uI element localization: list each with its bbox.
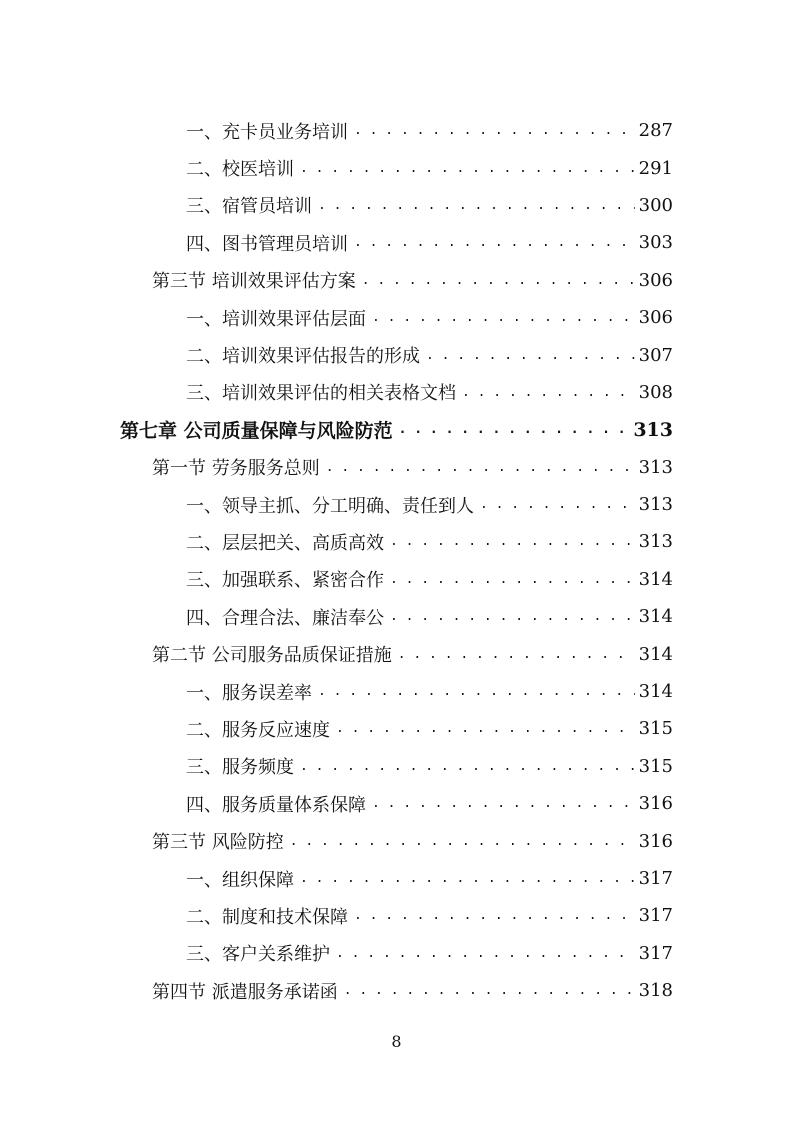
toc-entry-page: 303	[638, 232, 673, 254]
toc-entry-page: 287	[638, 120, 673, 142]
toc-entry-title: 一、培训效果评估层面	[186, 308, 366, 330]
toc-dot-leader	[462, 386, 635, 399]
toc-dot-leader	[398, 648, 635, 661]
toc-dot-leader	[354, 124, 635, 137]
toc-dot-leader	[372, 311, 635, 324]
toc-dot-leader	[300, 760, 635, 773]
toc-dot-leader	[300, 162, 635, 175]
toc-entry-title: 二、制度和技术保障	[186, 906, 348, 928]
toc-dot-leader	[390, 535, 635, 548]
toc-entry-page: 313	[638, 531, 673, 553]
toc-entry-page: 306	[638, 307, 673, 329]
toc-subsection-entry[interactable]	[0, 561, 793, 598]
toc-entry-title: 第三节 培训效果评估方案	[152, 271, 356, 293]
toc-dot-leader	[399, 423, 630, 436]
toc-subsection-entry[interactable]	[0, 785, 793, 822]
toc-subsection-entry[interactable]	[0, 598, 793, 635]
toc-dot-leader	[354, 909, 635, 922]
toc-entry-page: 291	[638, 157, 673, 179]
toc-entry-page: 317	[638, 868, 673, 889]
toc-entry-title: 一、领导主抓、分工明确、责任到人	[186, 495, 474, 517]
page-number: 8	[391, 1032, 402, 1051]
toc-entry-title: 四、合理合法、廉洁奉公	[186, 607, 384, 629]
toc-entry-page: 314	[638, 643, 673, 665]
toc-dot-leader	[318, 685, 635, 698]
toc-entry-title: 三、加强联系、紧密合作	[186, 570, 384, 592]
toc-dot-leader	[336, 722, 635, 735]
toc-entry-title: 三、宿管员培训	[186, 196, 312, 218]
toc-entry-title: 第二节 公司服务品质保证措施	[152, 645, 392, 667]
toc-entry-title: 二、培训效果评估报告的形成	[186, 346, 420, 368]
toc-entry-page: 307	[638, 344, 673, 366]
toc-dot-leader	[300, 872, 635, 885]
toc-entry-page: 315	[638, 755, 673, 777]
toc-dot-leader	[326, 461, 635, 474]
toc-section-entry[interactable]	[0, 262, 793, 299]
toc-entry-page: 314	[638, 681, 673, 703]
toc-chapter-entry[interactable]	[0, 411, 793, 448]
toc-dot-leader	[390, 610, 635, 623]
toc-subsection-entry[interactable]	[0, 299, 793, 336]
toc-subsection-entry[interactable]	[0, 710, 793, 747]
toc-dot-leader	[344, 984, 635, 997]
toc-entry-page: 318	[638, 980, 673, 1002]
toc-entry-page: 317	[638, 942, 673, 964]
toc-subsection-entry[interactable]	[0, 935, 793, 972]
toc-entry-title: 三、客户关系维护	[186, 944, 330, 966]
toc-subsection-entry[interactable]	[0, 336, 793, 373]
toc-dot-leader	[390, 573, 635, 586]
toc-dot-leader	[426, 349, 635, 362]
toc-entry-page: 308	[638, 381, 673, 403]
toc-subsection-entry[interactable]	[0, 860, 793, 897]
toc-subsection-entry[interactable]	[0, 897, 793, 934]
toc-entry-page: 316	[638, 830, 673, 852]
toc-entry-title: 一、充卡员业务培训	[186, 121, 348, 143]
toc-entry-page: 314	[638, 568, 673, 590]
toc-entry-title: 第七章 公司质量保障与风险防范	[120, 420, 393, 443]
toc-entry-title: 二、服务反应速度	[186, 719, 330, 741]
toc-entry-page: 313	[638, 494, 673, 516]
toc-entry-title: 一、服务误差率	[186, 682, 312, 704]
toc-subsection-entry[interactable]	[0, 374, 793, 411]
toc-entry-title: 三、服务频度	[186, 757, 294, 779]
toc-entry-title: 二、层层把关、高质高效	[186, 532, 384, 554]
toc-section-entry[interactable]	[0, 449, 793, 486]
toc-entry-page: 313	[638, 456, 673, 478]
toc-entry-title: 第三节 风险防控	[152, 832, 284, 854]
toc-subsection-entry[interactable]	[0, 112, 793, 149]
toc-subsection-entry[interactable]	[0, 187, 793, 224]
toc-dot-leader	[362, 274, 635, 287]
toc-entry-page: 314	[638, 606, 673, 628]
toc-entry-title: 一、组织保障	[186, 869, 294, 891]
toc-dot-leader	[318, 199, 635, 212]
toc-section-entry[interactable]	[0, 822, 793, 859]
toc-section-entry[interactable]	[0, 635, 793, 672]
toc-dot-leader	[372, 797, 635, 810]
toc-entry-title: 四、服务质量体系保障	[186, 794, 366, 816]
toc-entry-title: 二、校医培训	[186, 159, 294, 181]
toc-entry-page: 313	[633, 418, 673, 441]
toc-entry-title: 第四节 派遣服务承诺函	[152, 981, 338, 1003]
toc-entry-page: 300	[638, 194, 673, 216]
toc-subsection-entry[interactable]	[0, 486, 793, 523]
toc-section-entry[interactable]	[0, 972, 793, 1009]
toc-dot-leader	[354, 236, 635, 249]
toc-dot-leader	[290, 835, 635, 848]
toc-entry-title: 三、培训效果评估的相关表格文档	[186, 383, 456, 405]
toc-dot-leader	[336, 947, 635, 960]
toc-entry-title: 四、图书管理员培训	[186, 233, 348, 255]
table-of-contents	[0, 112, 793, 1009]
toc-entry-page: 306	[638, 269, 673, 291]
toc-entry-title: 第一节 劳务服务总则	[152, 458, 320, 480]
toc-subsection-entry[interactable]	[0, 748, 793, 785]
toc-subsection-entry[interactable]	[0, 149, 793, 186]
toc-entry-page: 317	[638, 905, 673, 927]
toc-dot-leader	[480, 498, 635, 511]
toc-subsection-entry[interactable]	[0, 224, 793, 261]
toc-subsection-entry[interactable]	[0, 523, 793, 560]
toc-entry-page: 315	[638, 718, 673, 740]
toc-entry-page: 316	[638, 793, 673, 815]
toc-subsection-entry[interactable]	[0, 673, 793, 710]
